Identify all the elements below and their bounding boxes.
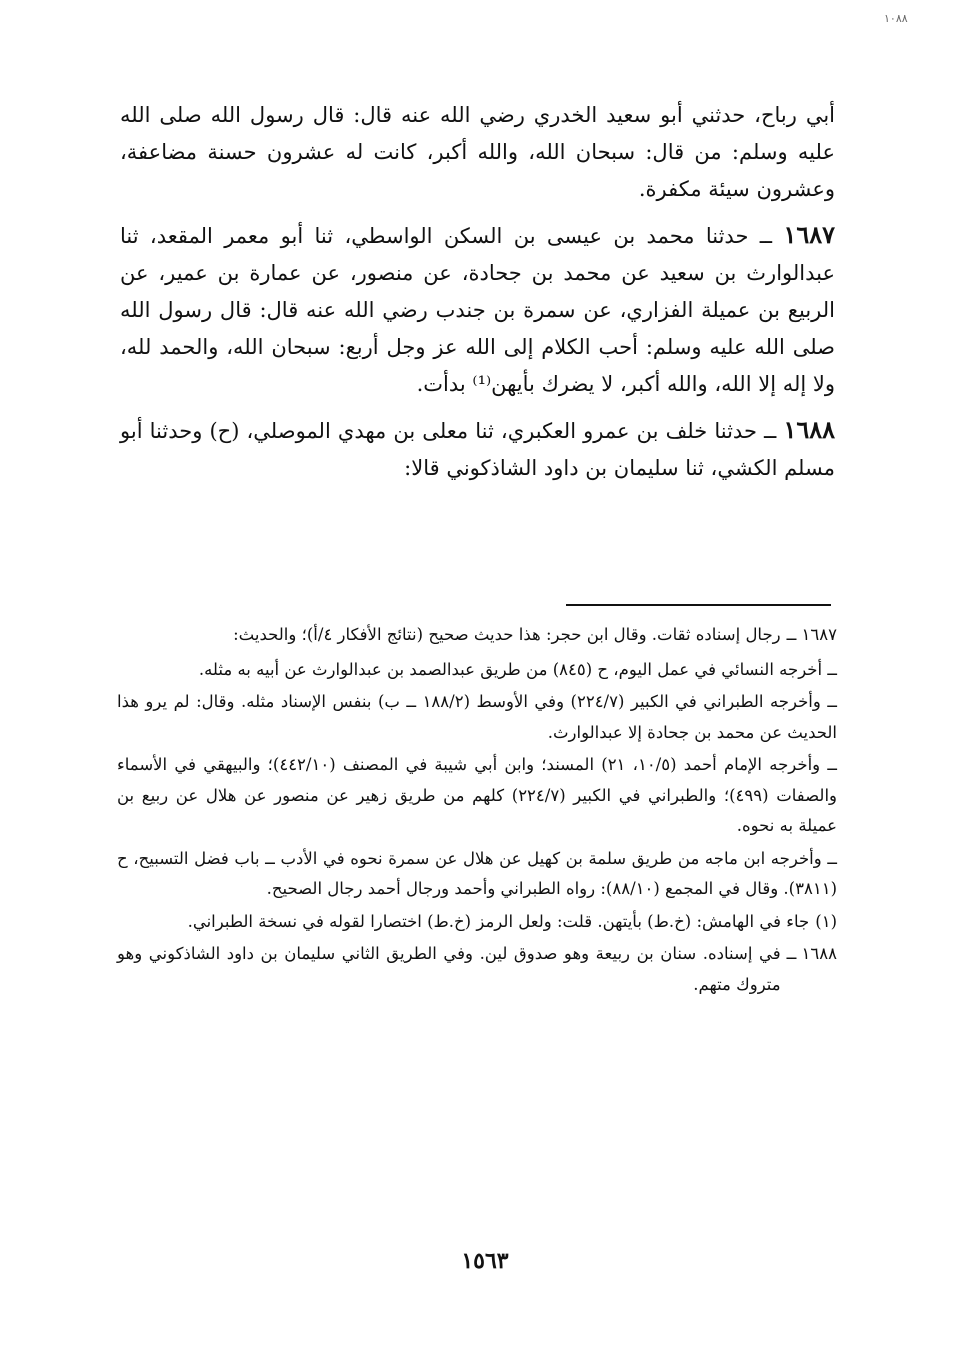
footnote-item: ــ أخرجه النسائي في عمل اليوم، ح (٨٤٥) من طريق عبدالصمد بن عبدالوارث عن أبيه به مثله. bbox=[198, 659, 837, 679]
footnote-intro: رجال إسناده ثقات. وقال ابن حجر: هذا حديث صحيح (نتائج الأفكار ٤/أ)؛ والحديث: bbox=[233, 625, 781, 644]
main-paragraph bbox=[120, 216, 835, 403]
footnote-label: (١) bbox=[815, 911, 837, 931]
footnote-body: جاء في الهامش: (خ.ط) بأيتهن. قلت: ولعل الرمز (خ.ط) اختصارا لقوله في نسخة الطبراني. bbox=[187, 911, 810, 931]
hadith-dash: ــ bbox=[748, 224, 784, 248]
footnote-body bbox=[117, 620, 781, 653]
footnote-item: ــ وأخرجه الطبراني في الكبير (٢٢٤/٧) وفي الأوسط (١٨٨/٢ ــ ب) بنفس الإسناد مثله. وقال: لم يرو هذا الحديث عن محمد بن جحادة إلا عبدالوارث. bbox=[117, 692, 837, 742]
hadith-number: ١٦٨٧ bbox=[783, 220, 835, 249]
hadith-text: أبي رباح، حدثني أبو سعيد الخدري رضي الله عنه قال: قال رسول الله صلى الله عليه وسلم: من قال: سبحان الله، والله أكبر، كانت له عشرون حسنة مضاعفة، وعشرون سيئة مكفرة. bbox=[120, 103, 835, 201]
main-text bbox=[120, 95, 835, 495]
page-number: ١٥٦٣ bbox=[461, 1248, 509, 1274]
main-paragraph bbox=[120, 411, 835, 487]
main-paragraph bbox=[120, 95, 835, 208]
footnote-item: ــ وأخرجه الإمام أحمد (١٠/٥، ٢١) المسند؛ وابن أبي شيبة في المصنف (٤٤٢/١٠)؛ والبيهقي في الأسماء والصفات (٤٩٩)؛ والطبراني في الكبير (٢٢٤/٧) كلهم من طريق زهير عن منصور عن هلال عن ربيع بن عميلة به نحوه. bbox=[117, 755, 838, 835]
footnote-1688 bbox=[117, 939, 837, 1000]
footnote-label: ١٦٨٧ ــ bbox=[786, 625, 837, 644]
hadith-dash: ــ bbox=[756, 419, 784, 443]
footnote-1687 bbox=[117, 620, 837, 653]
footnote-separator bbox=[566, 604, 831, 606]
footnote-label: ١٦٨٨ ــ bbox=[786, 944, 837, 963]
page-marker: ١٠٨٨ bbox=[884, 12, 908, 25]
footnote-1 bbox=[117, 907, 837, 938]
footnotes bbox=[117, 620, 837, 1002]
hadith-number: ١٦٨٨ bbox=[783, 415, 835, 444]
hadith-text: حدثنا خلف بن عمرو العكبري، ثنا معلى بن مهدي الموصلي، (ح) وحدثنا أبو مسلم الكشي، ثنا سليمان بن داود الشاذكوني قالا: bbox=[120, 419, 835, 480]
footnote-item: ــ وأخرجه ابن ماجه من طريق سلمة بن كهيل عن هلال عن سمرة نحوه في الأدب ــ باب فضل التسبيح، ح (٣٨١١). وقال في المجمع (٨٨/١٠): رواه الطبراني وأحمد ورجال أحمد رجال الصحيح. bbox=[117, 848, 837, 898]
footnote-body: في إسناده. سنان بن ربيعة وهو صدوق لين. وفي الطريق الثاني سليمان بن داود الشاذكوني وهو متروك متهم. bbox=[117, 944, 781, 994]
hadith-text: حدثنا محمد بن عيسى بن السكن الواسطي، ثنا أبو معمر المقعد، ثنا عبدالوارث بن سعيد عن محمد بن جحادة، عن منصور، عن عمارة بن عمير، عن الربيع بن عميلة الفزاري، عن سمرة بن جندب رضي الله عنه قال: قال رسول الله صلى الله عليه وسلم: أحب الكلام إلى الله عز وجل أربع: سبحان الله، والحمد لله، ولا إله إلا الله، والله أكبر، لا يضرك بأيهن⁽¹⁾ بدأت. bbox=[120, 224, 835, 396]
